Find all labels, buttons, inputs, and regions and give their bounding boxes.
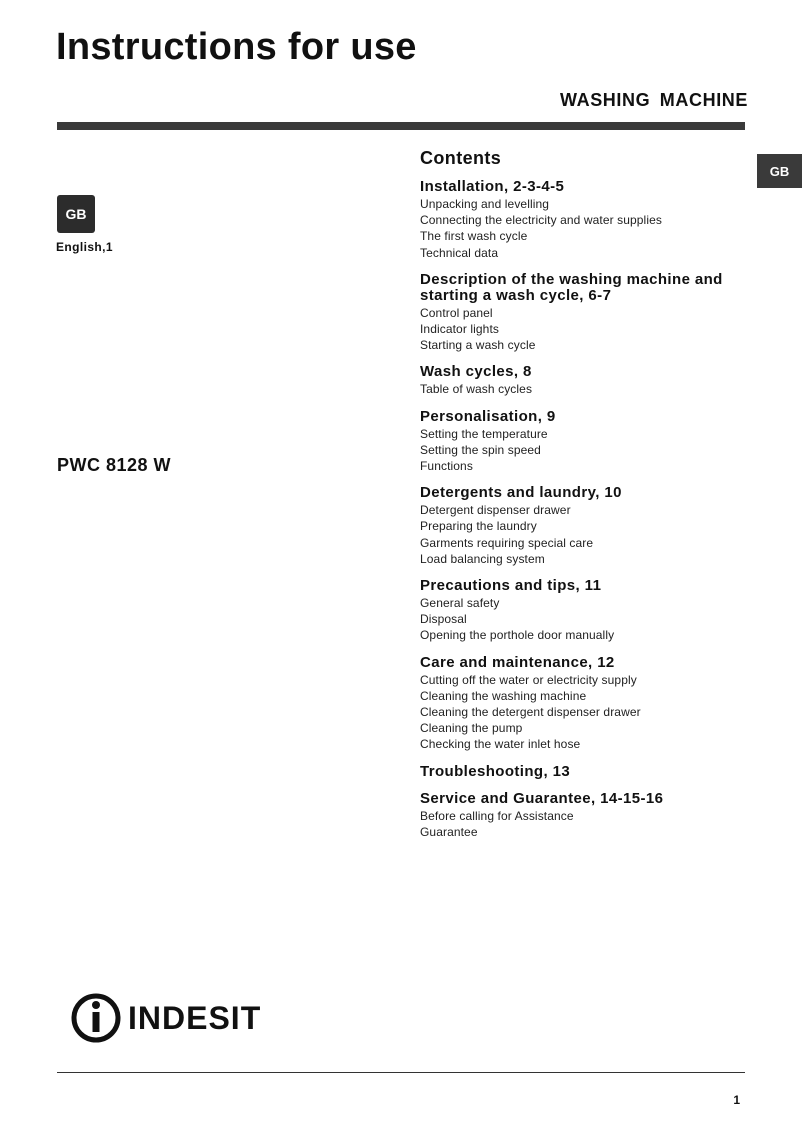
section-title[interactable]: Detergents and laundry, 10 xyxy=(420,484,622,502)
contents-heading: Contents xyxy=(420,148,502,168)
contents-section xyxy=(420,272,750,354)
section-title[interactable]: Description of the washing machine and starting a wash cycle, 6-7 xyxy=(420,270,723,304)
footer-divider xyxy=(57,1072,745,1073)
table-of-contents xyxy=(420,148,750,851)
contents-section xyxy=(420,364,750,397)
section-item[interactable]: Disposal xyxy=(420,612,467,627)
contents-section xyxy=(420,409,750,475)
section-item[interactable]: Cleaning the detergent dispenser drawer xyxy=(420,705,641,720)
section-item[interactable]: Checking the water inlet hose xyxy=(420,737,581,752)
section-title[interactable]: Wash cycles, 8 xyxy=(420,363,532,381)
section-item[interactable]: General safety xyxy=(420,596,500,611)
document-title: Instructions for use xyxy=(56,26,417,68)
section-item[interactable]: Load balancing system xyxy=(420,551,545,566)
brand-logo xyxy=(70,992,261,1044)
section-title[interactable]: Precautions and tips, 11 xyxy=(420,577,602,595)
section-item[interactable]: Technical data xyxy=(420,245,499,260)
contents-section xyxy=(420,791,750,840)
page-number: 1 xyxy=(733,1093,740,1107)
contents-section xyxy=(420,485,750,567)
language-side-tab[interactable]: GB xyxy=(757,154,802,188)
model-number: PWC 8128 W xyxy=(57,455,172,475)
brand-name: INDESIT xyxy=(128,999,262,1036)
section-item[interactable]: Connecting the electricity and water supplies xyxy=(420,213,662,228)
section-item[interactable]: Unpacking and levelling xyxy=(420,197,550,211)
section-item[interactable]: Table of wash cycles xyxy=(420,382,533,397)
contents-sections xyxy=(420,179,750,840)
section-item[interactable]: Opening the porthole door manually xyxy=(420,628,615,643)
header-divider xyxy=(57,122,745,130)
section-item[interactable]: Starting a wash cycle xyxy=(420,338,536,353)
section-title[interactable]: Personalisation, 9 xyxy=(420,407,556,425)
section-title[interactable]: Care and maintenance, 12 xyxy=(420,653,615,671)
contents-section xyxy=(420,179,750,261)
section-item[interactable]: The first wash cycle xyxy=(420,229,528,244)
indesit-logo-icon xyxy=(70,992,122,1044)
section-item[interactable]: Control panel xyxy=(420,305,493,320)
section-item[interactable]: Cleaning the washing machine xyxy=(420,688,587,703)
section-item[interactable]: Detergent dispenser drawer xyxy=(420,503,571,518)
section-item[interactable]: Cleaning the pump xyxy=(420,721,523,736)
section-item[interactable]: Functions xyxy=(420,459,473,474)
contents-section xyxy=(420,764,750,780)
section-item[interactable]: Preparing the laundry xyxy=(420,519,537,534)
section-title[interactable]: Service and Guarantee, 14-15-16 xyxy=(420,789,664,807)
product-type: WASHING MACHINE xyxy=(560,90,748,110)
section-item[interactable]: Indicator lights xyxy=(420,322,499,337)
section-item[interactable]: Before calling for Assistance xyxy=(420,808,574,823)
contents-section xyxy=(420,655,750,753)
contents-section xyxy=(420,578,750,644)
language-badge[interactable]: GB xyxy=(57,195,95,233)
section-title[interactable]: Troubleshooting, 13 xyxy=(420,762,571,780)
section-title[interactable]: Installation, 2-3-4-5 xyxy=(420,178,565,195)
section-item[interactable]: Setting the spin speed xyxy=(420,442,541,457)
section-item[interactable]: Cutting off the water or electricity supply xyxy=(420,672,637,687)
language-link[interactable]: English,1 xyxy=(56,240,113,254)
section-item[interactable]: Setting the temperature xyxy=(420,426,548,441)
section-item[interactable]: Guarantee xyxy=(420,824,478,839)
section-item[interactable]: Garments requiring special care xyxy=(420,535,594,550)
